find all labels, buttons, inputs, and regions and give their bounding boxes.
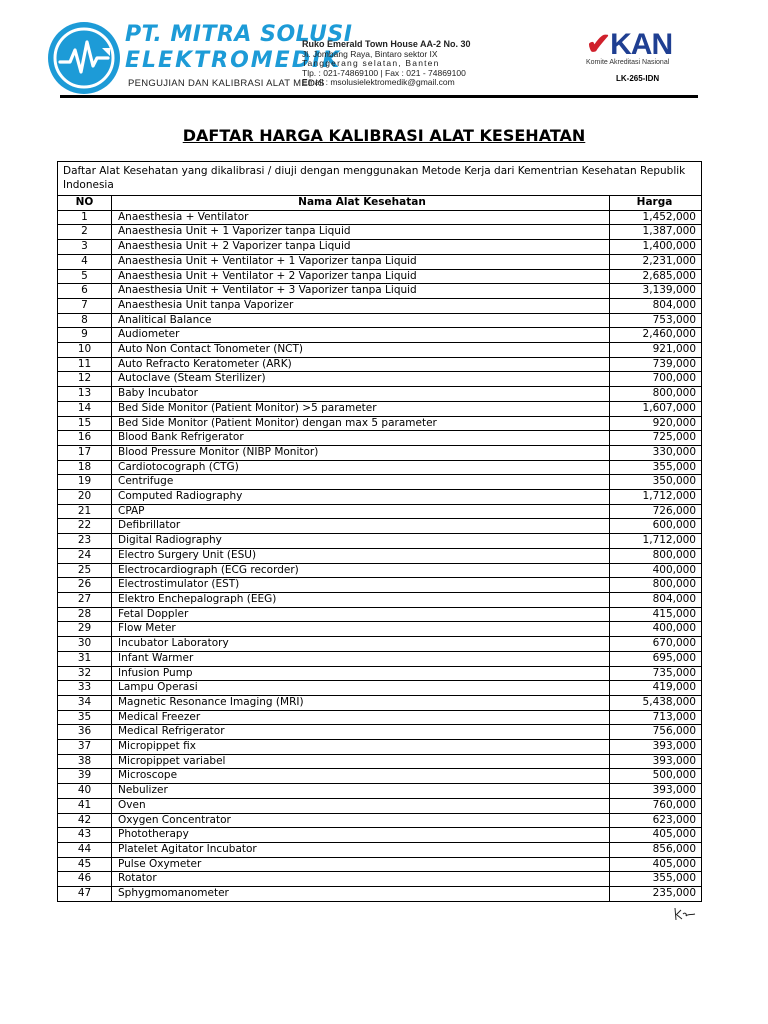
- row-device-name: Centrifuge: [112, 475, 610, 490]
- row-device-name: Lampu Operasi: [112, 681, 610, 696]
- row-price: 393,000: [610, 740, 702, 755]
- table-row: [58, 666, 702, 681]
- row-device-name: Phototherapy: [112, 828, 610, 843]
- row-price: 2,460,000: [610, 328, 702, 343]
- table-row: [58, 313, 702, 328]
- row-number: 13: [58, 387, 112, 402]
- table-row: [58, 445, 702, 460]
- row-device-name: Anaesthesia Unit + Ventilator + 1 Vaporizer tanpa Liquid: [112, 254, 610, 269]
- table-row: [58, 695, 702, 710]
- row-number: 23: [58, 534, 112, 549]
- row-device-name: Audiometer: [112, 328, 610, 343]
- row-price: 921,000: [610, 343, 702, 358]
- table-row: [58, 372, 702, 387]
- table-row: [58, 401, 702, 416]
- table-header-row: [58, 196, 702, 211]
- row-device-name: Anaesthesia Unit tanpa Vaporizer: [112, 298, 610, 313]
- row-number: 7: [58, 298, 112, 313]
- table-row: [58, 784, 702, 799]
- row-device-name: Anaesthesia + Ventilator: [112, 210, 610, 225]
- row-number: 44: [58, 842, 112, 857]
- row-price: 393,000: [610, 754, 702, 769]
- row-price: 350,000: [610, 475, 702, 490]
- row-price: 355,000: [610, 460, 702, 475]
- row-price: 330,000: [610, 445, 702, 460]
- table-row: [58, 387, 702, 402]
- row-device-name: Incubator Laboratory: [112, 637, 610, 652]
- row-device-name: Baby Incubator: [112, 387, 610, 402]
- accreditation-number: LK-265-IDN: [616, 74, 660, 83]
- address-line: Tlp. : 021-74869100 | Fax : 021 - 74869100: [302, 67, 466, 78]
- row-device-name: Oxygen Concentrator: [112, 813, 610, 828]
- row-number: 20: [58, 490, 112, 505]
- table-row: [58, 269, 702, 284]
- address-line: Jl. Jombang Raya, Bintaro sektor IX: [302, 48, 438, 59]
- row-number: 46: [58, 872, 112, 887]
- row-number: 28: [58, 607, 112, 622]
- table-row: [58, 754, 702, 769]
- signature-initial: [672, 905, 698, 923]
- row-number: 37: [58, 740, 112, 755]
- row-device-name: Electrocardiograph (ECG recorder): [112, 563, 610, 578]
- row-price: 804,000: [610, 592, 702, 607]
- row-price: 405,000: [610, 828, 702, 843]
- row-number: 19: [58, 475, 112, 490]
- row-number: 8: [58, 313, 112, 328]
- row-device-name: Computed Radiography: [112, 490, 610, 505]
- table-row: [58, 622, 702, 637]
- row-device-name: Electrostimulator (EST): [112, 578, 610, 593]
- row-price: 800,000: [610, 578, 702, 593]
- row-price: 600,000: [610, 519, 702, 534]
- row-device-name: Elektro Enchepalograph (EEG): [112, 592, 610, 607]
- row-number: 40: [58, 784, 112, 799]
- row-number: 29: [58, 622, 112, 637]
- row-number: 36: [58, 725, 112, 740]
- table-row: [58, 343, 702, 358]
- row-number: 11: [58, 357, 112, 372]
- row-device-name: Bed Side Monitor (Patient Monitor) dengan max 5 parameter: [112, 416, 610, 431]
- table-row: [58, 328, 702, 343]
- row-device-name: Medical Refrigerator: [112, 725, 610, 740]
- row-number: 22: [58, 519, 112, 534]
- row-price: 739,000: [610, 357, 702, 372]
- company-name-line2: ELEKTROMEDIK: [125, 48, 342, 73]
- row-number: 34: [58, 695, 112, 710]
- row-device-name: Autoclave (Steam Sterilizer): [112, 372, 610, 387]
- row-device-name: Digital Radiography: [112, 534, 610, 549]
- row-number: 4: [58, 254, 112, 269]
- table-row: [58, 828, 702, 843]
- row-number: 43: [58, 828, 112, 843]
- row-price: 400,000: [610, 563, 702, 578]
- row-number: 21: [58, 504, 112, 519]
- table-row: [58, 842, 702, 857]
- row-price: 1,607,000: [610, 401, 702, 416]
- row-device-name: Auto Non Contact Tonometer (NCT): [112, 343, 610, 358]
- table-row: [58, 548, 702, 563]
- company-address: [302, 40, 471, 88]
- row-number: 24: [58, 548, 112, 563]
- row-price: 415,000: [610, 607, 702, 622]
- table-row: [58, 225, 702, 240]
- company-logo-icon: [46, 20, 122, 96]
- table-row: [58, 769, 702, 784]
- address-line: Email : msolusielektromedik@gmail.com: [302, 77, 455, 88]
- table-row: [58, 798, 702, 813]
- row-device-name: Anaesthesia Unit + Ventilator + 2 Vaporizer tanpa Liquid: [112, 269, 610, 284]
- row-price: 405,000: [610, 857, 702, 872]
- row-number: 16: [58, 431, 112, 446]
- header-name: Nama Alat Kesehatan: [112, 196, 610, 211]
- row-device-name: Bed Side Monitor (Patient Monitor) >5 parameter: [112, 401, 610, 416]
- row-device-name: Blood Bank Refrigerator: [112, 431, 610, 446]
- row-price: 920,000: [610, 416, 702, 431]
- row-number: 18: [58, 460, 112, 475]
- row-number: 35: [58, 710, 112, 725]
- row-device-name: Magnetic Resonance Imaging (MRI): [112, 695, 610, 710]
- row-price: 800,000: [610, 387, 702, 402]
- row-device-name: Analitical Balance: [112, 313, 610, 328]
- row-number: 31: [58, 651, 112, 666]
- row-number: 12: [58, 372, 112, 387]
- table-row: [58, 592, 702, 607]
- row-price: 756,000: [610, 725, 702, 740]
- row-device-name: Anaesthesia Unit + Ventilator + 3 Vaporizer tanpa Liquid: [112, 284, 610, 299]
- row-price: 500,000: [610, 769, 702, 784]
- table-row: [58, 725, 702, 740]
- table-row: [58, 416, 702, 431]
- row-price: 400,000: [610, 622, 702, 637]
- table-row: [58, 637, 702, 652]
- row-device-name: Pulse Oxymeter: [112, 857, 610, 872]
- row-price: 804,000: [610, 298, 702, 313]
- table-row: [58, 490, 702, 505]
- row-price: 856,000: [610, 842, 702, 857]
- row-price: 1,712,000: [610, 534, 702, 549]
- row-number: 42: [58, 813, 112, 828]
- row-device-name: Micropippet fix: [112, 740, 610, 755]
- row-device-name: Flow Meter: [112, 622, 610, 637]
- table-row: [58, 357, 702, 372]
- table-row: [58, 681, 702, 696]
- table-row: [58, 519, 702, 534]
- row-device-name: Microscope: [112, 769, 610, 784]
- row-number: 5: [58, 269, 112, 284]
- table-row: [58, 431, 702, 446]
- table-row: [58, 240, 702, 255]
- row-price: 753,000: [610, 313, 702, 328]
- table-row: [58, 534, 702, 549]
- kan-checkmark-icon: ✔: [586, 28, 611, 61]
- row-number: 17: [58, 445, 112, 460]
- row-price: 623,000: [610, 813, 702, 828]
- row-number: 1: [58, 210, 112, 225]
- row-price: 1,452,000: [610, 210, 702, 225]
- row-number: 25: [58, 563, 112, 578]
- row-price: 1,387,000: [610, 225, 702, 240]
- row-price: 695,000: [610, 651, 702, 666]
- row-device-name: Oven: [112, 798, 610, 813]
- table-row: [58, 284, 702, 299]
- row-number: 3: [58, 240, 112, 255]
- row-device-name: Defibrillator: [112, 519, 610, 534]
- row-device-name: Cardiotocograph (CTG): [112, 460, 610, 475]
- address-line: Ruko Emerald Town House AA-2 No. 30: [302, 39, 471, 49]
- row-price: 2,685,000: [610, 269, 702, 284]
- page-title: DAFTAR HARGA KALIBRASI ALAT KESEHATAN: [182, 126, 586, 145]
- kan-logo: [586, 30, 694, 66]
- row-device-name: Nebulizer: [112, 784, 610, 799]
- row-price: 1,400,000: [610, 240, 702, 255]
- table-row: [58, 504, 702, 519]
- row-price: 393,000: [610, 784, 702, 799]
- row-device-name: Platelet Agitator Incubator: [112, 842, 610, 857]
- table-row: [58, 460, 702, 475]
- row-price: 355,000: [610, 872, 702, 887]
- company-tagline: PENGUJIAN DAN KALIBRASI ALAT MEDIS: [128, 78, 325, 89]
- table-row: [58, 298, 702, 313]
- address-line: Tanggerang selatan, Banten: [302, 58, 440, 69]
- row-price: 760,000: [610, 798, 702, 813]
- table-row: [58, 254, 702, 269]
- table-intro-row: [58, 162, 702, 196]
- row-device-name: Medical Freezer: [112, 710, 610, 725]
- table-row: [58, 578, 702, 593]
- row-number: 2: [58, 225, 112, 240]
- row-device-name: Rotator: [112, 872, 610, 887]
- row-number: 30: [58, 637, 112, 652]
- table-row: [58, 475, 702, 490]
- table-row: [58, 210, 702, 225]
- row-price: 700,000: [610, 372, 702, 387]
- header-divider: [60, 95, 698, 98]
- row-number: 45: [58, 857, 112, 872]
- row-price: 419,000: [610, 681, 702, 696]
- row-number: 14: [58, 401, 112, 416]
- row-device-name: Micropippet variabel: [112, 754, 610, 769]
- row-number: 10: [58, 343, 112, 358]
- row-price: 1,712,000: [610, 490, 702, 505]
- row-number: 33: [58, 681, 112, 696]
- row-number: 6: [58, 284, 112, 299]
- row-number: 27: [58, 592, 112, 607]
- row-device-name: Sphygmomanometer: [112, 887, 610, 902]
- table-row: [58, 813, 702, 828]
- row-number: 26: [58, 578, 112, 593]
- table-row: [58, 872, 702, 887]
- price-table: [57, 161, 702, 902]
- row-number: 9: [58, 328, 112, 343]
- row-price: 725,000: [610, 431, 702, 446]
- table-row: [58, 710, 702, 725]
- row-device-name: Infusion Pump: [112, 666, 610, 681]
- row-device-name: Anaesthesia Unit + 1 Vaporizer tanpa Liquid: [112, 225, 610, 240]
- row-device-name: CPAP: [112, 504, 610, 519]
- row-price: 5,438,000: [610, 695, 702, 710]
- row-number: 39: [58, 769, 112, 784]
- table-row: [58, 607, 702, 622]
- row-number: 41: [58, 798, 112, 813]
- row-price: 670,000: [610, 637, 702, 652]
- row-device-name: Auto Refracto Keratometer (ARK): [112, 357, 610, 372]
- row-number: 38: [58, 754, 112, 769]
- header-no: NO: [58, 196, 112, 211]
- row-device-name: Infant Warmer: [112, 651, 610, 666]
- row-price: 3,139,000: [610, 284, 702, 299]
- table-row: [58, 857, 702, 872]
- row-device-name: Fetal Doppler: [112, 607, 610, 622]
- kan-subtitle: Komite Akreditasi Nasional: [586, 59, 670, 66]
- row-device-name: Blood Pressure Monitor (NIBP Monitor): [112, 445, 610, 460]
- row-device-name: Anaesthesia Unit + 2 Vaporizer tanpa Liquid: [112, 240, 610, 255]
- header-price: Harga: [610, 196, 702, 211]
- row-price: 726,000: [610, 504, 702, 519]
- table-intro-text: Daftar Alat Kesehatan yang dikalibrasi / diuji dengan menggunakan Metode Kerja dari Kementrian Kesehatan Republik Indonesia: [58, 162, 702, 196]
- kan-logo-text: KAN: [610, 28, 673, 61]
- row-price: 735,000: [610, 666, 702, 681]
- table-row: [58, 563, 702, 578]
- row-price: 713,000: [610, 710, 702, 725]
- table-row: [58, 740, 702, 755]
- row-number: 47: [58, 887, 112, 902]
- row-number: 15: [58, 416, 112, 431]
- row-price: 800,000: [610, 548, 702, 563]
- row-device-name: Electro Surgery Unit (ESU): [112, 548, 610, 563]
- table-row: [58, 887, 702, 902]
- row-price: 235,000: [610, 887, 702, 902]
- row-number: 32: [58, 666, 112, 681]
- row-price: 2,231,000: [610, 254, 702, 269]
- table-row: [58, 651, 702, 666]
- company-name-line1: PT. MITRA SOLUSI: [125, 22, 353, 47]
